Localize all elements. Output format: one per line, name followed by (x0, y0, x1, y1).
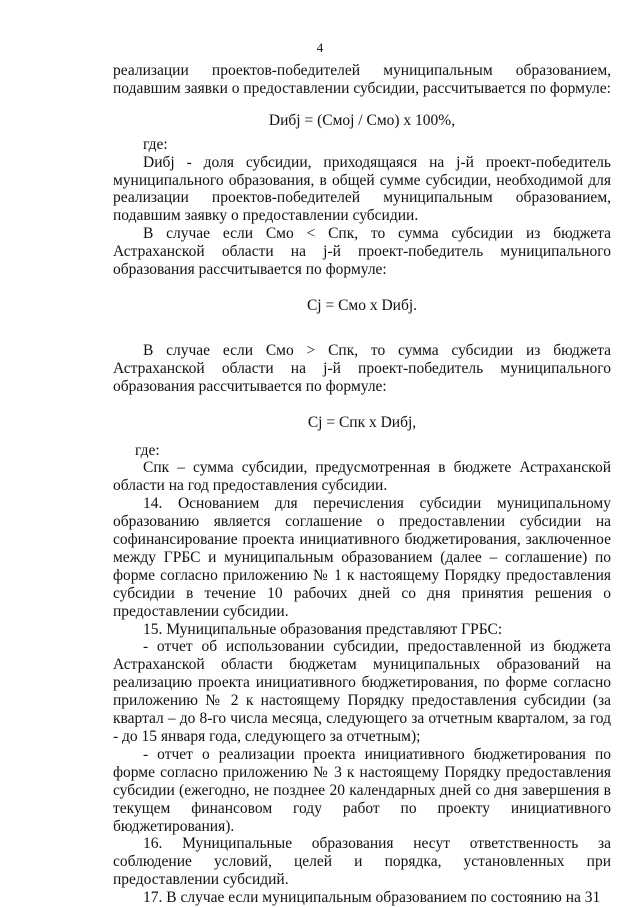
paragraph-item-16: 16. Муниципальные образования несут ответственность за соблюдение условий, целей и порядка, установленных при предоставлении субсидий. (113, 835, 611, 889)
paragraph-continuation: реализации проектов-победителей муниципальным образованием, подавшим заявки о предоставлении субсидии, рассчитывается по формуле: (113, 62, 611, 97)
formula-share: Dибj = (Cмoj / Cмо) х 100%, (268, 111, 456, 129)
page-number: 4 (316, 40, 324, 55)
paragraph-report-implementation: - отчет о реализации проекта инициативного бюджетирования по форме согласно приложению № 3 к настоящему Порядку предоставления субсидии (ежегодно, не позднее 20 календарных дней со дня завершения в текущем финансовом году работ по проекту инициативного бюджетирования). (113, 745, 611, 835)
paragraph-case-less: В случае если Смо < Спк, то сумма субсидии из бюджета Астраханской области на j-й проект-победитель муниципального образования рассчитывается по формуле: (113, 225, 611, 279)
paragraph-share-definition: Dибj - доля субсидии, приходящаяся на j-й проект-победитель муниципального образования, в общей сумме субсидии, необходимой для реализации проектов-победителей муниципальным образованием, подавшим заявку о предоставлении субсидии. (113, 153, 611, 225)
paragraph-spk-definition: Спк – сумма субсидии, предусмотренная в бюджете Астраханской области на год предоставления субсидии. (113, 459, 611, 495)
where-label: где: (135, 441, 160, 459)
paragraph-report-usage: - отчет об использовании субсидии, предоставленной из бюджета Астраханской области бюджетам муниципальных образований на реализацию проекта инициативного бюджетирования, по форме согласно приложению № 2 к настоящему Порядку предоставления субсидии (за квартал – до 8-го числа месяца, следующего за отчетным кварталом, за год - до 15 января года, следующего за отчетным); (113, 638, 611, 745)
formula-case-greater: Cj = Cпк х Dибj, (307, 413, 417, 431)
paragraph-case-greater: В случае если Смо > Спк, то сумма субсидии из бюджета Астраханской области на j-й проект-победитель муниципального образования рассчитывается по формуле: (113, 341, 611, 395)
paragraph-item-15: 15. Муниципальные образования представляют ГРБС: (143, 620, 503, 638)
where-label: где: (143, 135, 168, 153)
paragraph-item-14: 14. Основанием для перечисления субсидии муниципальному образованию является соглашение о предоставлении субсидии на софинансирование проекта инициативного бюджетирования, заключенное между ГРБС и муниципальным образованием (далее – соглашение) по форме согласно приложению № 1 к настоящему Порядку предоставления субсидии в течение 10 рабочих дней со дня принятия решения о предоставлении субсидии. (113, 495, 611, 620)
document-body (113, 62, 611, 907)
formula-case-less: Cj = Cмо х Dибj. (306, 296, 418, 314)
paragraph-item-17: 17. В случае если муниципальным образованием по состоянию на 31 (143, 889, 601, 907)
